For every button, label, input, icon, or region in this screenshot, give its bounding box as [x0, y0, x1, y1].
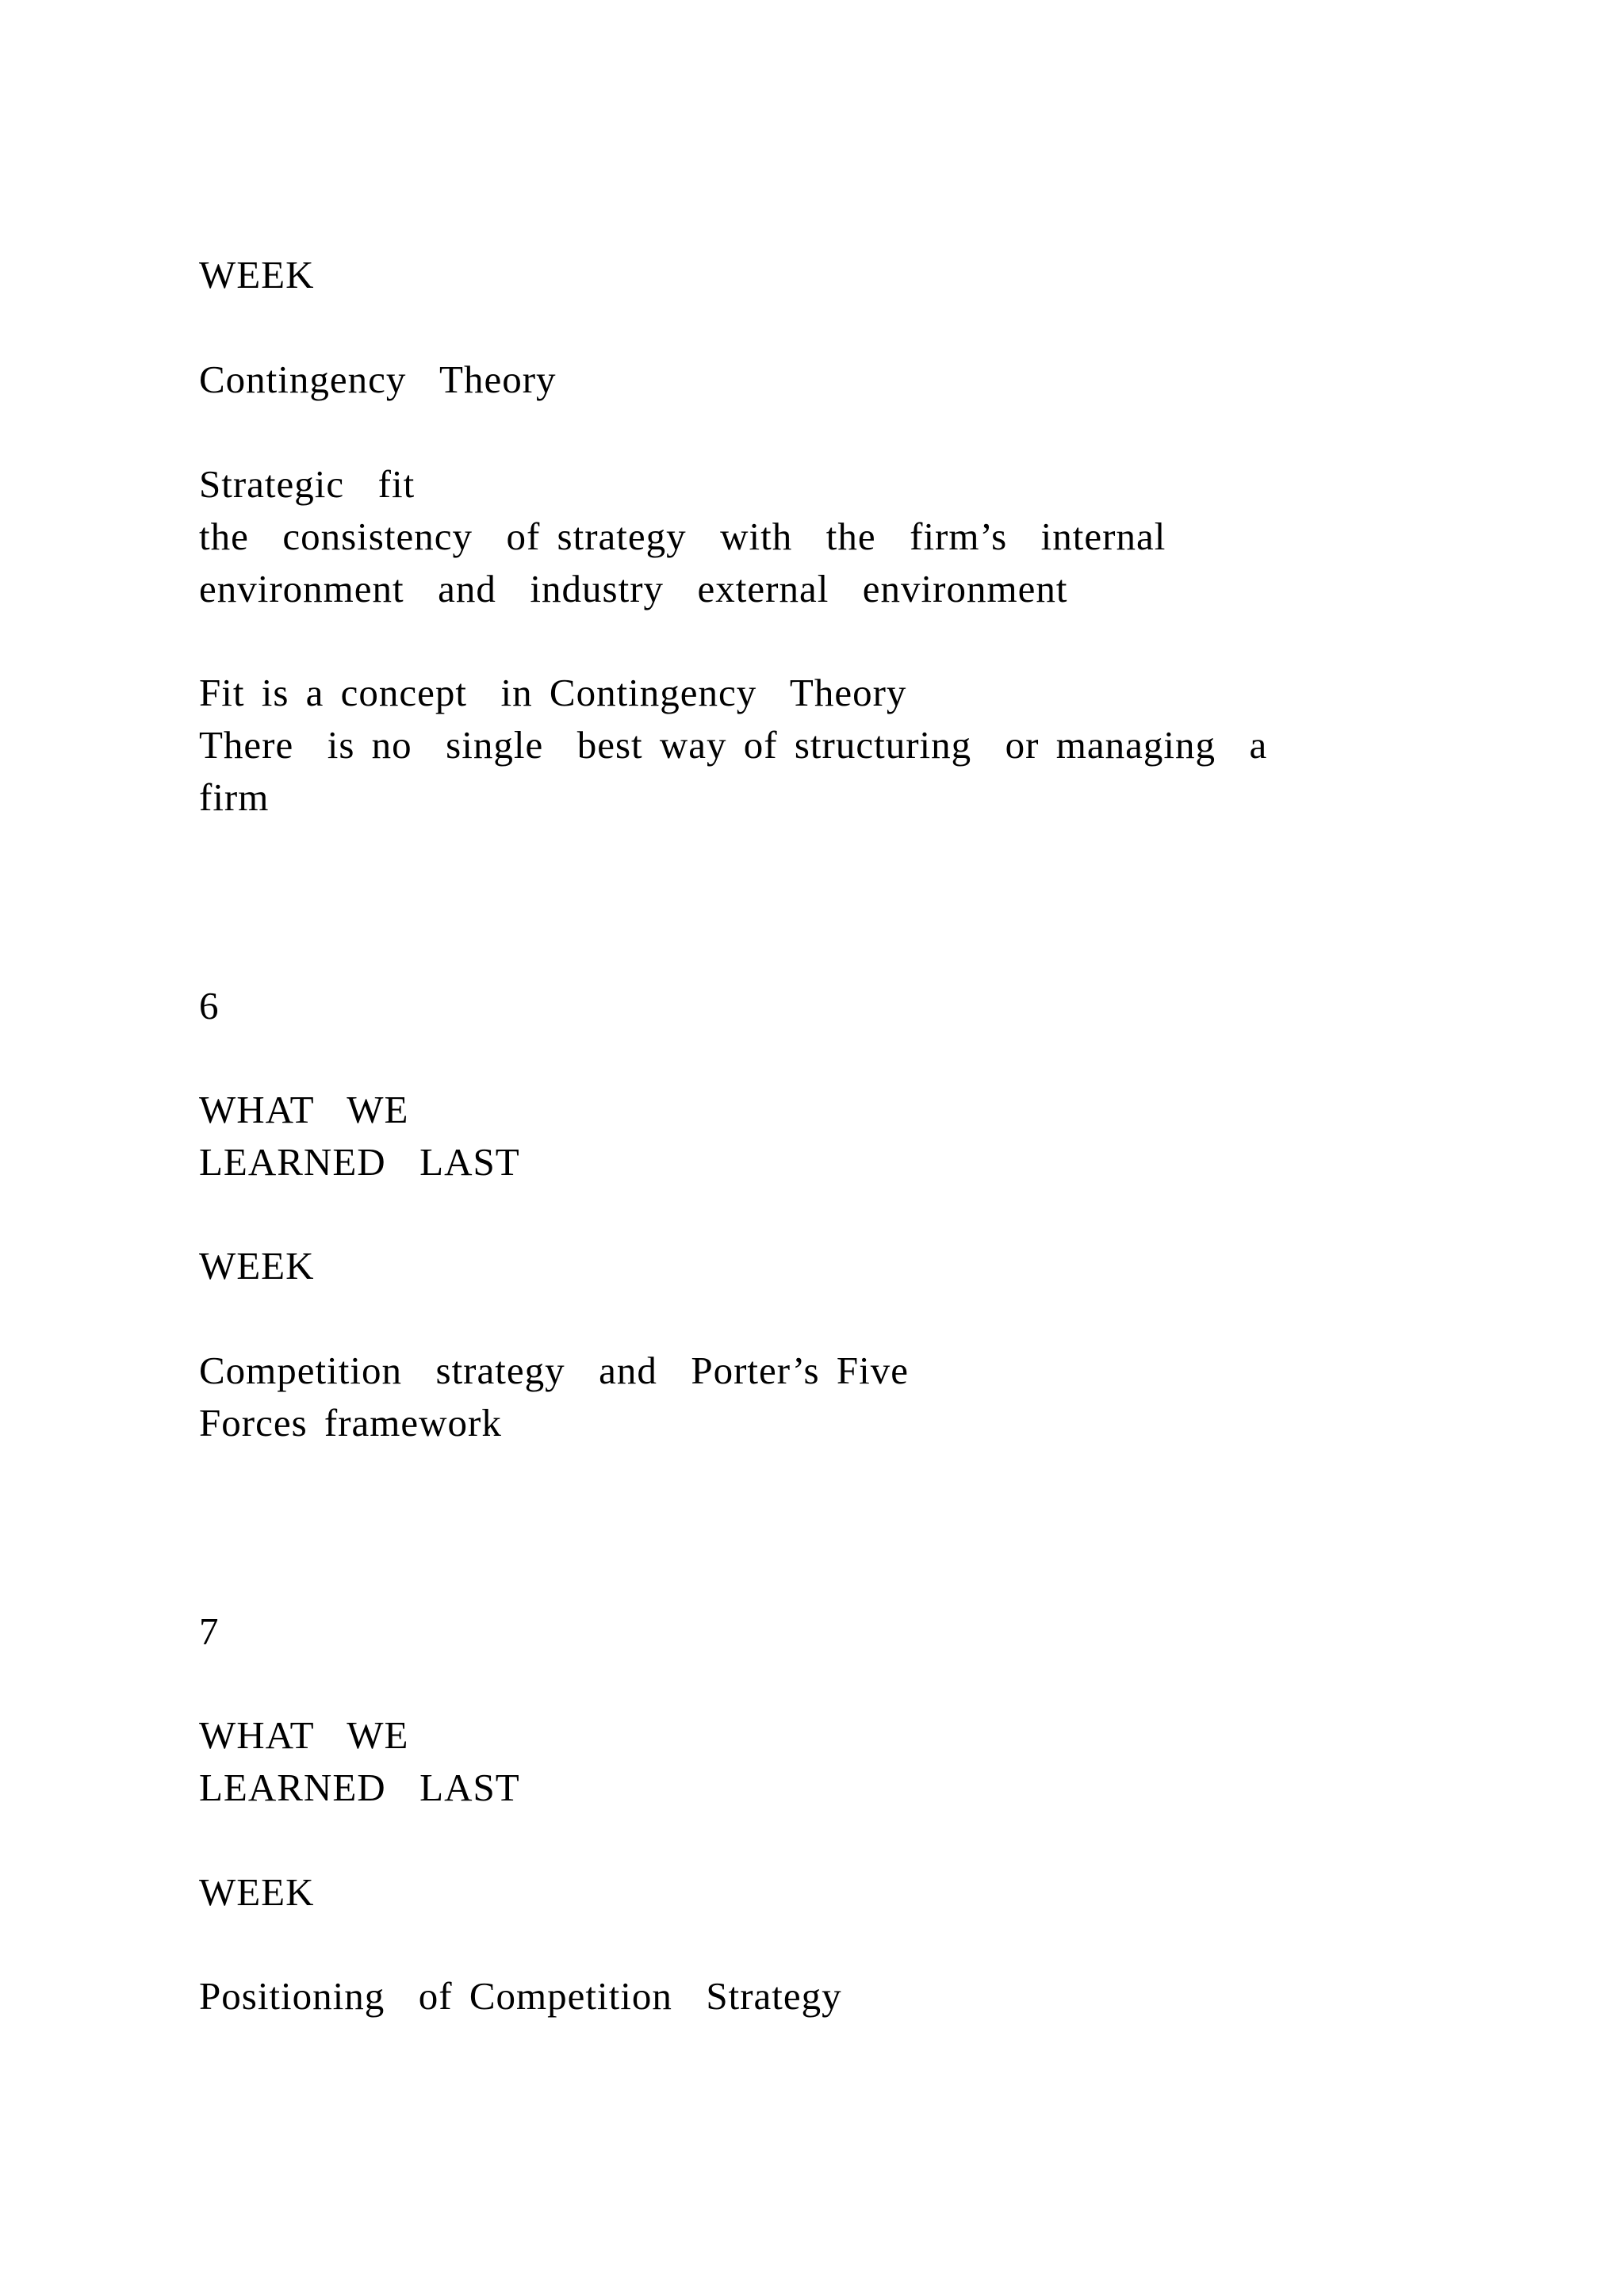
fit-concept-line: Fit is a concept in Contingency Theory — [199, 671, 907, 714]
topic-positioning: Positioning of Competition Strategy — [199, 1974, 842, 2018]
heading-learned-last: LEARNED LAST — [199, 1766, 520, 1809]
heading-what-we: WHAT WE — [199, 1713, 409, 1757]
topic-competition-line-2: Forces framework — [199, 1401, 502, 1445]
no-single-best-way-line-1: There is no single best way of structuring or managing a — [199, 723, 1268, 767]
definition-line-2: environment and industry external environment — [199, 567, 1068, 610]
no-single-best-way-line-2: firm — [199, 775, 270, 819]
slide-number-6: 6 — [199, 984, 220, 1027]
definition-line-1: the consistency of strategy with the firm’s internal — [199, 515, 1166, 558]
slide-number-7: 7 — [199, 1609, 220, 1653]
heading-learned-last: LEARNED LAST — [199, 1140, 520, 1184]
heading-week: WEEK — [199, 1870, 315, 1914]
section-heading-week: WEEK — [199, 253, 315, 297]
term-strategic-fit: Strategic fit — [199, 462, 416, 506]
topic-competition-line-1: Competition strategy and Porter’s Five — [199, 1349, 909, 1392]
heading-what-we: WHAT WE — [199, 1088, 409, 1131]
topic-contingency-theory: Contingency Theory — [199, 358, 557, 401]
heading-week: WEEK — [199, 1244, 315, 1288]
